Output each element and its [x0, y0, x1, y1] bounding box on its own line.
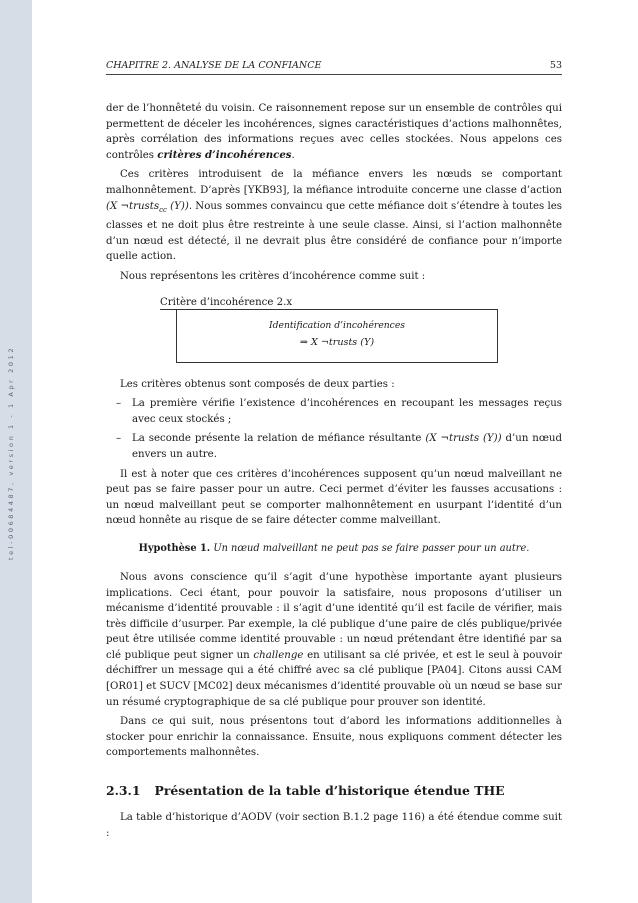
running-header	[106, 60, 562, 71]
list-item-text: La première vérifie l’existence d’incohérences en recoupant les messages reçus avec ceux stockés ;	[132, 398, 562, 425]
hypothesis-text: Un nœud malveillant ne peut pas se faire passer pour un autre.	[213, 542, 530, 554]
section-number: 2.3.1	[106, 783, 141, 799]
distrust-formula: (X ¬trusts (Y))	[425, 433, 502, 445]
challenge-term: challenge	[253, 649, 304, 661]
hypothesis-label: Hypothèse 1.	[138, 542, 211, 554]
paragraph-3: Nous représentons les critères d’incohérence comme suit :	[120, 270, 426, 282]
criterion-formula: ⇒ X ¬trusts (Y)	[299, 336, 375, 348]
page-body	[106, 101, 562, 845]
archive-sidebar	[0, 0, 32, 903]
trust-subscript: cc	[159, 205, 167, 214]
list-item	[106, 431, 562, 462]
section-title: Présentation de la table d’historique étendue THE	[154, 783, 505, 799]
trust-formula-end: (Y))	[166, 200, 189, 212]
paragraph-2-text: Ces critères introduisent de la méfiance envers les nœuds se comportant malhonnêtement. D’après [YKB93], la méfiance introduite concerne une classe d’action	[106, 169, 562, 196]
page-number: 53	[549, 60, 562, 71]
criterion-title: Critère d’incohérence 2.x	[160, 296, 293, 308]
paragraph-1-end: .	[291, 149, 295, 161]
hypothesis	[106, 543, 562, 554]
section-heading	[106, 783, 562, 798]
list-item-text-end: d’un nœud envers un autre.	[132, 433, 563, 460]
paragraph-5	[106, 570, 562, 710]
list-marker: –	[116, 433, 122, 445]
list-intro: Les critères obtenus sont composés de deux parties :	[120, 378, 395, 390]
paragraph-6: Dans ce qui suit, nous présentons tout d’abord les informations additionnelles à stocker pour enrichir la connaissance. Ensuite, nous expliquons comment détecter les comportements malhonnêtes.	[106, 716, 562, 759]
paragraph-5-text: Nous avons conscience qu’il s’agit d’une hypothèse importante ayant plusieurs implications. Ceci étant, pour pouvoir la satisfaire, nous proposons d’utiliser un mécanisme d’identité prouvable : il s’agit d’une identité qu’il est facile de vérifier, mais très difficile d’usurper. Par exemple, la clé publique d’une paire de clés publique/privée peut être utilisée comme identité prouvable : un nœud prétendant être identifié par sa clé publique peut signer un	[106, 571, 562, 661]
term-criteres: critères d’incohérences	[157, 148, 292, 161]
paragraph-7: La table d’historique d’AODV (voir section B.1.2 page 116) a été étendue comme suit :	[106, 812, 562, 839]
paragraph-2-rest: . Nous sommes convaincu que cette méfiance doit s’étendre à toutes les classes et ne doit plus être restreinte à une seule classe. Ainsi, si l’action malhonnête d’un nœud est détecté, il ne devrait plus être considéré de confiance pour n’importe quelle action.	[106, 200, 563, 263]
paragraph-4: Il est à noter que ces critères d’incohérences supposent qu’un nœud malveillant ne peut pas se faire passer pour un autre. Ceci permet d’éviter les fausses accusations : un nœud malveillant peut se comporter malhonnêtement en usurpant l’identité d’un nœud honnête au risque de se faire détecter comme malveillant.	[106, 468, 562, 527]
criterion-box	[176, 309, 498, 363]
chapter-title: CHAPITRE 2. ANALYSE DE LA CONFIANCE	[106, 60, 322, 71]
trust-formula: (X ¬trusts	[106, 200, 160, 212]
list-item-text: La seconde présente la relation de méfiance résultante	[132, 433, 426, 445]
paragraph-2	[106, 167, 562, 265]
list-marker: –	[116, 398, 122, 410]
paragraph-1	[106, 101, 562, 163]
paragraph-1-text: der de l’honnêteté du voisin. Ce raisonnement repose sur un ensemble de contrôles qui permettent de déceler les incohérences, signes caractéristiques d’actions malhonnêtes, après corrélation des informations reçues avec celles stockées. Nous appelons ces contrôles	[106, 103, 562, 161]
criteria-list	[106, 396, 562, 462]
paragraph-5-rest: en utilisant sa clé privée, et est le seul à pouvoir déchiffrer un message qui a été chiffré avec sa clé publique [PA04]. Citons aussi CAM [OR01] et SUCV [MC02] deux mécanismes d’identité prouvable où un nœud se base sur un résumé cryptographique de sa clé publique pour prouver son identité.	[106, 649, 562, 708]
archive-identifier: tel-00684487, version 1 - 1 Apr 2012	[7, 345, 15, 560]
header-rule	[106, 74, 562, 75]
list-item	[106, 396, 562, 427]
criterion-caption: Identification d’incohérences	[269, 319, 405, 331]
